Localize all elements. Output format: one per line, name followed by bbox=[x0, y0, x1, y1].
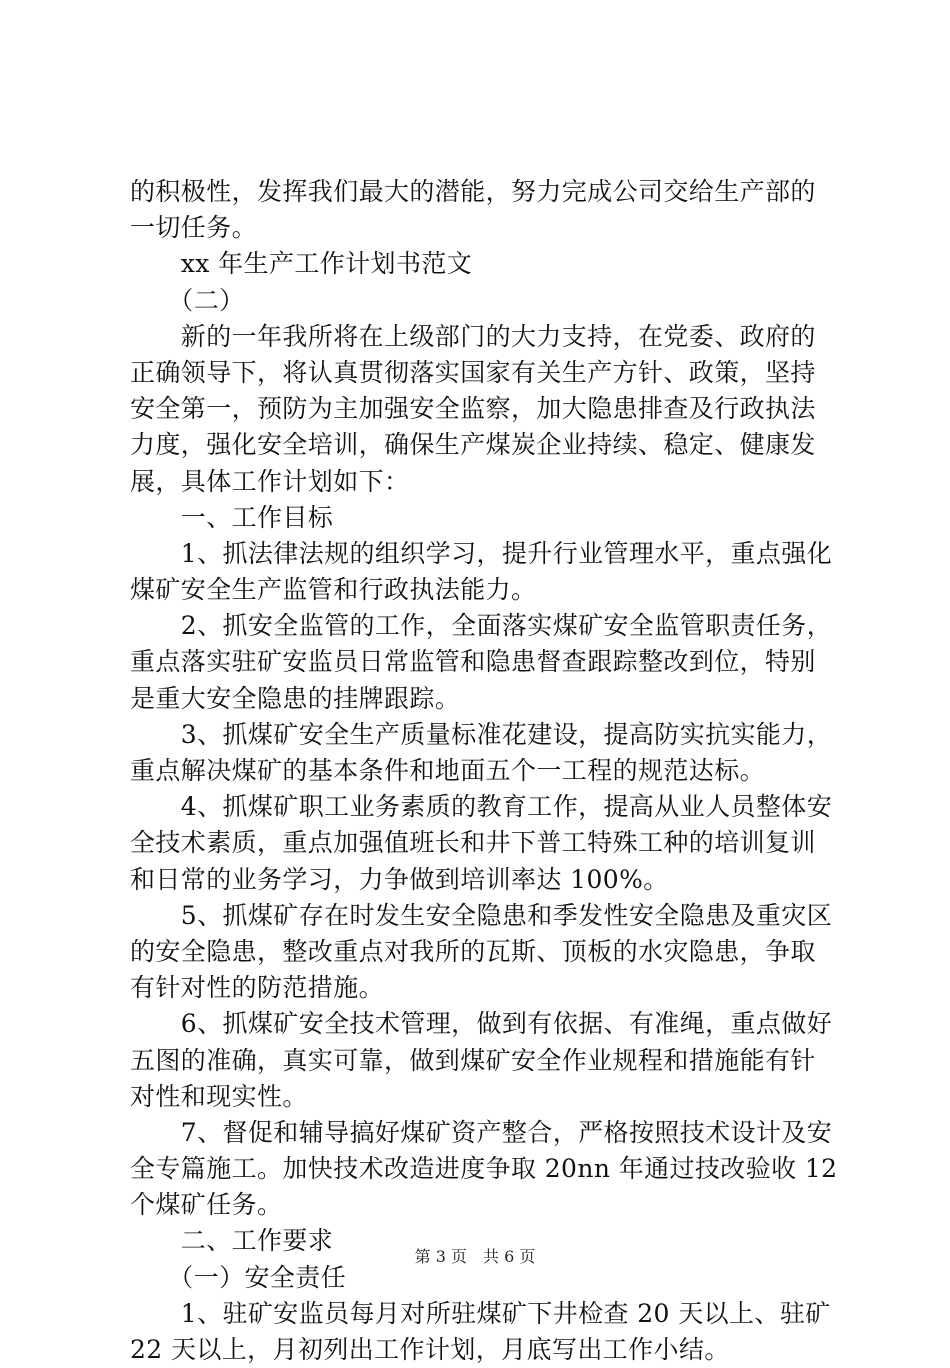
text-line: 新的一年我所将在上级部门的大力支持，在党委、政府的 bbox=[130, 321, 816, 351]
text-line: 6、抓煤矿安全技术管理，做到有依据、有准绳，重点做好 bbox=[130, 1009, 833, 1039]
document-body bbox=[130, 174, 838, 1368]
text-line: 有针对性的防范措施。 bbox=[130, 973, 385, 1003]
text-line: 展，具体工作计划如下： bbox=[130, 466, 410, 496]
section-heading: xx 年生产工作计划书范文 bbox=[130, 249, 473, 279]
text-line: 全专篇施工。加快技术改造进度争取 20nn 年通过技改验收 12 bbox=[130, 1154, 838, 1184]
text-line: 4、抓煤矿职工业务素质的教育工作，提高从业人员整体安 bbox=[130, 792, 833, 822]
subsection-heading: （一）安全责任 bbox=[130, 1262, 347, 1292]
page-number-footer: 第 3 页 共 6 页 bbox=[414, 1247, 536, 1266]
text-line: 的积极性，发挥我们最大的潜能，努力完成公司交给生产部的 bbox=[130, 177, 816, 206]
text-line: 重点落实驻矿安监员日常监管和隐患督查跟踪整改到位，特别 bbox=[130, 647, 816, 677]
text-line: 一切任务。 bbox=[130, 213, 258, 243]
text-line: 安全第一，预防为主加强安全监察，加大隐患排查及行政执法 bbox=[130, 394, 816, 424]
text-line: 和日常的业务学习，力争做到培训率达 100%。 bbox=[130, 864, 669, 894]
section-heading: 一、工作目标 bbox=[130, 502, 334, 532]
text-line: 重点解决煤矿的基本条件和地面五个一工程的规范达标。 bbox=[130, 756, 766, 785]
text-line: 个煤矿任务。 bbox=[130, 1190, 283, 1220]
text-line: 正确领导下，将认真贯彻落实国家有关生产方针、政策，坚持 bbox=[130, 357, 816, 387]
text-line: 五图的准确，真实可靠，做到煤矿安全作业规程和措施能有针 bbox=[130, 1045, 816, 1075]
text-line: 煤矿安全生产监管和行政执法能力。 bbox=[130, 575, 537, 605]
text-line: 2、抓安全监管的工作，全面落实煤矿安全监管职责任务， bbox=[130, 611, 833, 641]
text-line: 对性和现实性。 bbox=[130, 1081, 308, 1111]
text-line: 3、抓煤矿安全生产质量标准花建设，提高防实抗实能力， bbox=[130, 719, 833, 749]
text-line: 的安全隐患，整改重点对我所的瓦斯、顶板的水灾隐患，争取 bbox=[130, 936, 816, 966]
text-line: （二） bbox=[130, 285, 245, 315]
text-line: 7、督促和辅导搞好煤矿资产整合，严格按照技术设计及安 bbox=[130, 1117, 833, 1147]
section-heading: 二、工作要求 bbox=[130, 1226, 334, 1256]
text-line: 22 天以上，月初列出工作计划，月底写出工作小结。 bbox=[130, 1335, 730, 1364]
text-line: 力度，强化安全培训，确保生产煤炭企业持续、稳定、健康发 bbox=[130, 430, 816, 460]
text-line: 5、抓煤矿存在时发生安全隐患和季发性安全隐患及重灾区 bbox=[130, 900, 833, 930]
text-line: 1、驻矿安监员每月对所驻煤矿下井检查 20 天以上、驻矿 bbox=[130, 1298, 831, 1328]
text-line: 是重大安全隐患的挂牌跟踪。 bbox=[130, 683, 461, 713]
text-line: 全技术素质，重点加强值班长和井下普工特殊工种的培训复训 bbox=[130, 828, 816, 858]
text-line: 1、抓法律法规的组织学习，提升行业管理水平，重点强化 bbox=[130, 538, 833, 568]
